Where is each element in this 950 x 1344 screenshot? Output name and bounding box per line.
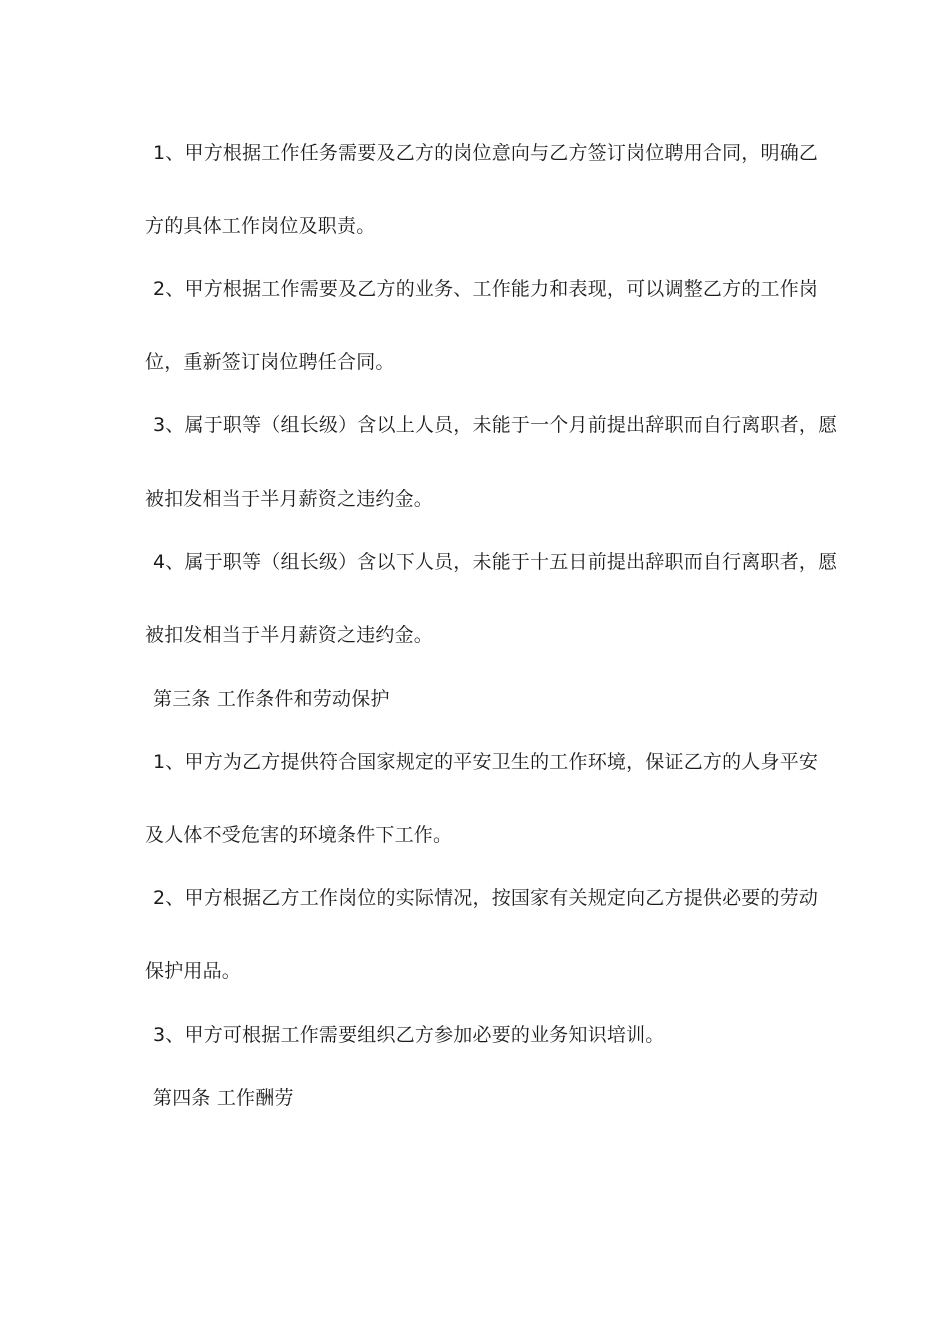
clause-2-1-line-2: 方的具体工作岗位及职责。 <box>145 215 376 237</box>
clause-3-2-line-2: 保护用品。 <box>145 960 242 982</box>
clause-3-3: 3、甲方可根据工作需要组织乙方参加必要的业务知识培训。 <box>153 1024 665 1046</box>
article-3-heading: 第三条 工作条件和劳动保护 <box>153 688 390 710</box>
clause-2-1-line-1: 1、甲方根据工作任务需要及乙方的岗位意向与乙方签订岗位聘用合同，明确乙 <box>153 142 819 164</box>
article-4-heading: 第四条 工作酬劳 <box>153 1087 294 1109</box>
clause-3-1-line-2: 及人体不受危害的环境条件下工作。 <box>145 824 453 846</box>
clause-3-1-line-1: 1、甲方为乙方提供符合国家规定的平安卫生的工作环境，保证乙方的人身平安 <box>153 751 819 773</box>
clause-2-3-line-2: 被扣发相当于半月薪资之违约金。 <box>145 488 434 510</box>
clause-2-4-line-1: 4、属于职等（组长级）含以下人员，未能于十五日前提出辞职而自行离职者，愿 <box>153 551 838 573</box>
clause-2-2-line-1: 2、甲方根据工作需要及乙方的业务、工作能力和表现，可以调整乙方的工作岗 <box>153 278 819 300</box>
clause-2-2-line-2: 位，重新签订岗位聘任合同。 <box>145 351 395 373</box>
clause-2-4-line-2: 被扣发相当于半月薪资之违约金。 <box>145 624 434 646</box>
clause-3-2-line-1: 2、甲方根据乙方工作岗位的实际情况，按国家有关规定向乙方提供必要的劳动 <box>153 887 819 909</box>
clause-2-3-line-1: 3、属于职等（组长级）含以上人员，未能于一个月前提出辞职而自行离职者，愿 <box>153 414 838 436</box>
